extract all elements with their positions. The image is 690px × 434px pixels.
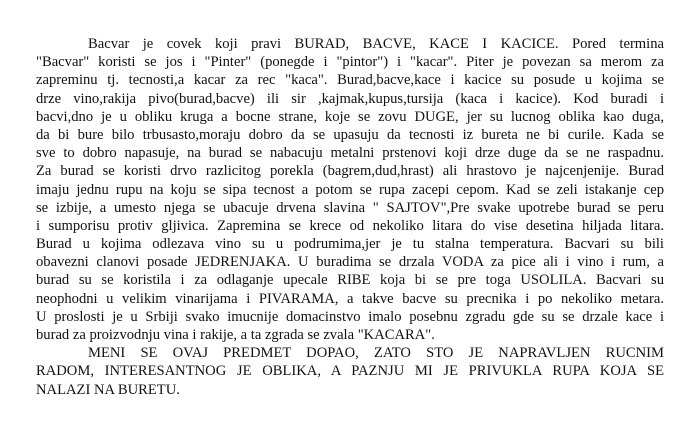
paragraph-2 [36,344,664,399]
text-line: da bi bure bilo trbusasto,moraju dobro da se upasuju da tecnosti iz bureta ne bi curile. Kada se [36,126,664,143]
text-line: se izbije, a umesto njega se ubacuje drvena slavina " SAJTOV",Pre svake upotrebe burad se peru [36,199,664,216]
text-line: i sumporisu protiv gljivica. Zapremina se krece od nekoliko litara do vise desetina hiljada litara. [36,217,664,234]
text-line: obavezni clanovi posade JEDRENJAKA. U buradima se drzala VODA za pice ali i vino i rum, a [36,254,664,271]
text-line: bacvi,dno je u obliku kruga a bocne strane, koje se zovu DUGE, jer su lucnog oblika kao duga, [36,108,664,125]
text-line: RADOM, INTERESANTNOG JE OBLIKA, A PAZNJU MI JE PRIVUKLA RUPA KOJA SE [36,363,664,380]
text-line: NALAZI NA BURETU. [36,381,180,398]
paragraph-1 [36,35,664,344]
text-line: zapreminu tj. tecnosti,a kacar za rec "kaca". Burad,bacve,kace i kacice su posude u kojima se [36,72,664,89]
text-line: burad za proizvodnju vina i rakije, a ta zgrada se zvala "KACARA". [36,327,435,343]
text-line: sve to dobro napasuje, na burad se nabacuju metalni prstenovi koji drze duge da se ne raspadnu. [36,145,664,162]
text-line: U proslosti je u Srbiji svako imucnije domacinstvo imalo posebnu zgradu gde su se drzale kace i [36,308,664,325]
text-line: Bacvar je covek koji pravi BURAD, BACVE, KACE I KACICE. Pored termina [88,36,664,52]
text-line: imaju jednu rupu na koju se sipa tecnost a potom se rupa zacepi cepom. Kad se zeli istakanje cep [36,181,664,198]
text-line: "Bacvar" koristi se jos i "Pinter" (ponegde i "pintor") i "kacar". Piter je povezan sa merom za [36,54,664,71]
text-line: Za burad se koristi drvo razlicitog porekla (bagrem,dud,hrast) ali hrastovo je najcenjenije. Burad [36,163,664,180]
text-line: Burad u kojima odlezava vino su u podrumima,jer je tu stalna temperatura. Bacvari su bili [36,236,664,253]
document-body [36,35,664,399]
text-line: drze vino,rakija pivo(burad,bacve) ili sir ,kajmak,kupus,tursija (kaca i kacice). Kod buradi i [36,90,664,107]
text-line: neophodni u velikim vinarijama i PIVARAMA, a takve bacve su precnika i po nekoliko metara. [36,290,664,307]
text-line: burad su se koristila i za odlaganje upecale RIBE koja bi se pre toga USOLILA. Bacvari su [36,272,664,289]
text-line: MENI SE OVAJ PREDMET DOPAO, ZATO STO JE NAPRAVLJEN RUCNIM [88,345,664,362]
